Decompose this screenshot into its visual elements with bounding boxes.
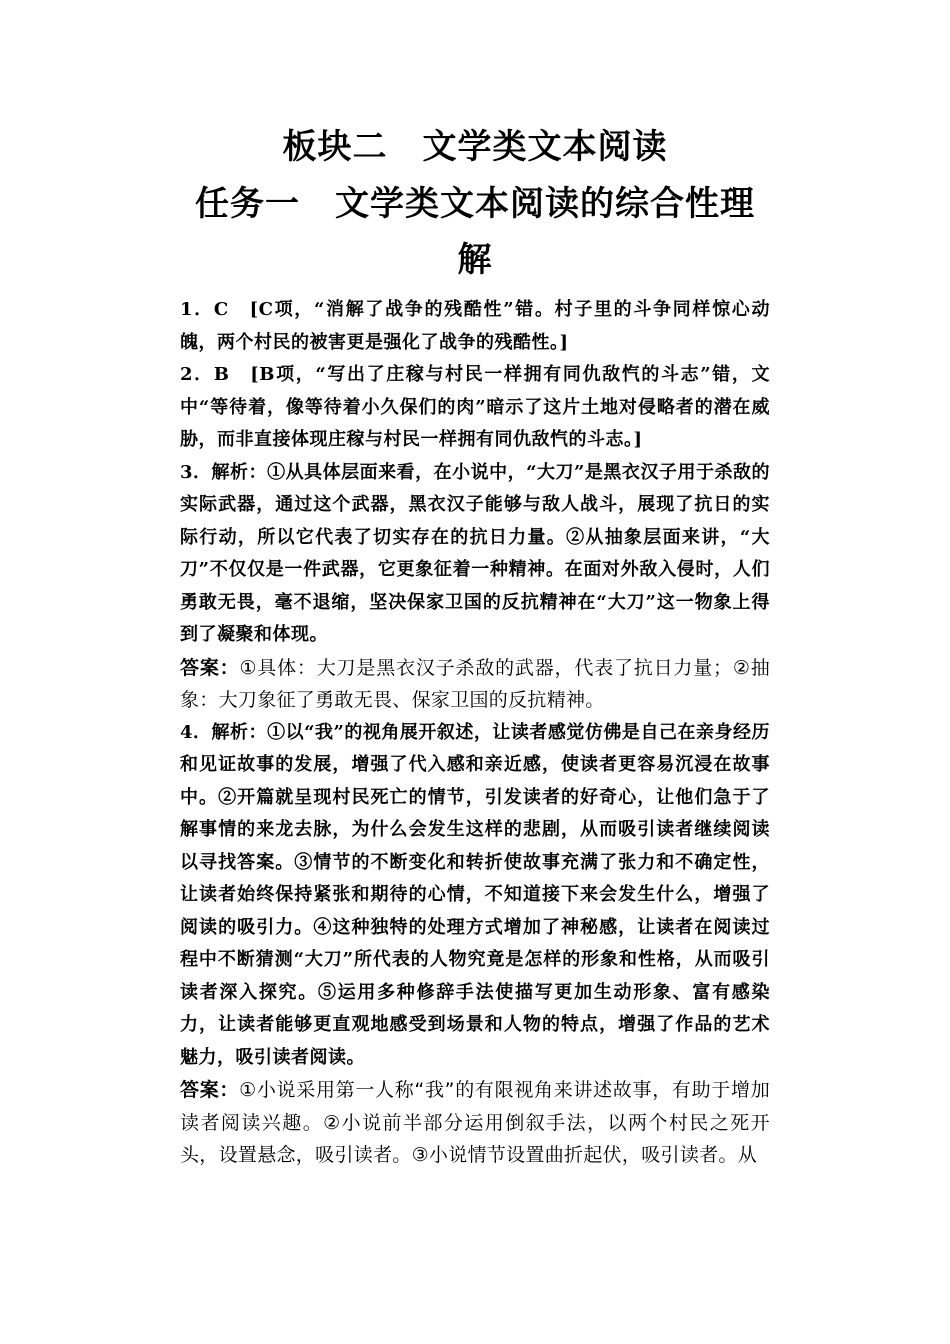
answer-item-3-analysis: 3．解析：①从具体层面来看，在小说中，“大刀”是黑衣汉子用于杀敌的实际武器，通过这个武器，黑衣汉子能够与敌人战斗，展现了抗日的实际行动，所以它代表了切实存在的抗日力量。②从抽象层面来讲，“大刀”不仅仅是一件武器，它更象征着一种精神。在面对外敌入侵时，人们勇敢无畏，毫不退缩，坚决保家卫国的反抗精神在“大刀”这一物象上得到了凝聚和体现。	[180, 461, 770, 645]
answer-label: 答案：	[180, 656, 240, 679]
answer-label: 答案：	[180, 1079, 240, 1101]
answer-body	[180, 294, 770, 1172]
answer-text: ①具体：大刀是黑衣汉子杀敌的武器，代表了抗日力量；②抽象：大刀象征了勇敢无畏、保家卫国的反抗精神。	[180, 656, 770, 711]
task-title: 任务一 文学类文本阅读的综合性理解	[195, 184, 755, 280]
document-page	[180, 118, 770, 1172]
answer-item-4-answer	[180, 1074, 770, 1172]
answer-item-4-analysis: 4．解析：①以“我”的视角展开叙述，让读者感觉仿佛是自己在亲身经历和见证故事的发展，增强了代入感和亲近感，使读者更容易沉浸在故事中。②开篇就呈现村民死亡的情节，引发读者的好奇心，让他们急于了解事情的来龙去脉，为什么会发生这样的悲剧，从而吸引读者继续阅读以寻找答案。③情节的不断变化和转折使故事充满了张力和不确定性，让读者始终保持紧张和期待的心情，不知道接下来会发生什么，增强了阅读的吸引力。④这种独特的处理方式增加了神秘感，让读者在阅读过程中不断猜测“大刀”所代表的人物究竟是怎样的形象和性格，从而吸引读者深入探究。⑤运用多种修辞手法使描写更加生动形象、富有感染力，让读者能够更直观地感受到场景和人物的特点，增强了作品的艺术魅力，吸引读者阅读。	[180, 721, 770, 1068]
answer-text: ①小说采用第一人称“我”的有限视角来讲述故事，有助于增加读者阅读兴趣。②小说前半部分运用倒叙手法，以两个村民之死开头，设置悬念，吸引读者。③小说情节设置曲折起伏，吸引读者。从	[180, 1079, 771, 1166]
answer-item-1: 1．C [C项，“消解了战争的残酷性”错。村子里的斗争同样惊心动魄，两个村民的被害更是强化了战争的残酷性。]	[180, 299, 770, 353]
answer-item-2: 2．B [B项，“写出了庄稼与村民一样拥有同仇敌忾的斗志”错，文中“等待着，像等待着小久保们的肉”暗示了这片土地对侵略者的潜在威胁，而非直接体现庄稼与村民一样拥有同仇敌忾的斗志。]	[180, 364, 770, 450]
section-title: 板块二 文学类文本阅读	[282, 127, 668, 167]
answer-item-3-answer	[180, 652, 770, 717]
